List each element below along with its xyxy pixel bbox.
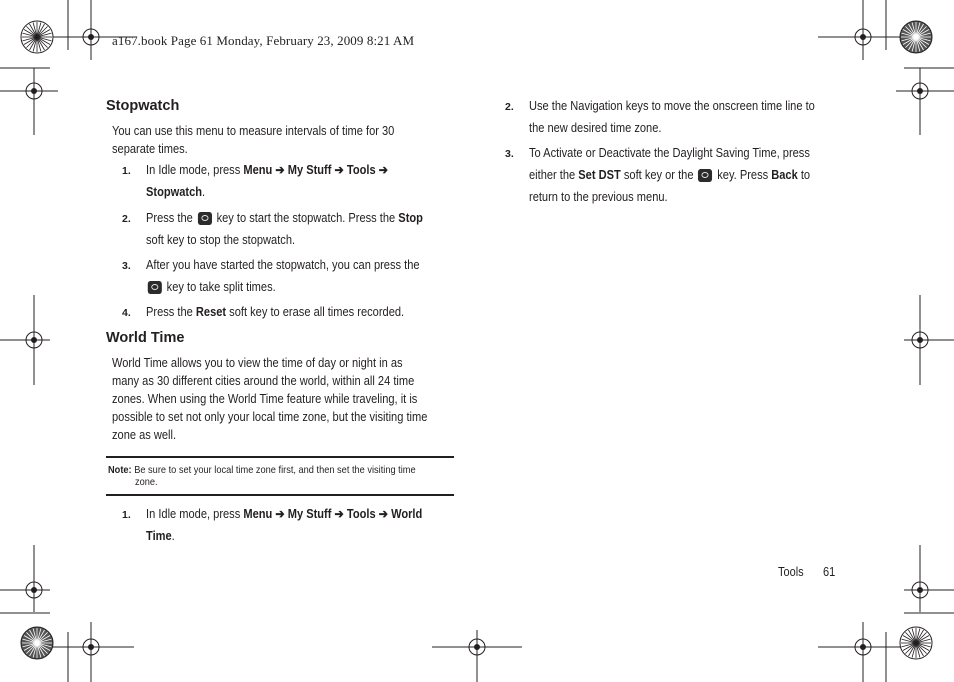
footer-page-number: 61 xyxy=(823,565,836,579)
stopwatch-step-4: Press the Reset soft key to erase all times recorded. xyxy=(146,305,405,319)
world-time-step-2: Use the Navigation keys to move the onscreen time line to the new desired time zone. xyxy=(529,99,815,135)
section-heading-stopwatch: Stopwatch xyxy=(106,98,180,114)
ok-key-icon xyxy=(148,281,162,294)
print-header: a167.book Page 61 Monday, February 23, 2009 8:21 AM xyxy=(112,33,415,48)
step-number: 4. xyxy=(122,307,131,319)
stopwatch-intro: You can use this menu to measure intervals of time for 30 separate times. xyxy=(112,124,395,156)
ok-key-icon xyxy=(698,169,712,182)
world-time-intro: World Time allows you to view the time of day or night in as many as 30 different cities around the world, within all 24 time zones. When using the World Time feature while traveling, it is possible to set not only your local time zone, but the visiting time zone as well. xyxy=(112,356,428,442)
note-box: Note: Be sure to set your local time zone first, and then set the visiting time zone. xyxy=(108,464,416,488)
step-number: 1. xyxy=(122,509,131,521)
section-heading-world-time: World Time xyxy=(106,330,185,346)
note-top-rule xyxy=(106,456,454,458)
step-number: 3. xyxy=(122,260,131,272)
stopwatch-step-1: In Idle mode, press Menu ➔ My Stuff ➔ Tools ➔ Stopwatch. xyxy=(146,163,389,199)
ok-key-icon xyxy=(198,212,212,225)
step-number: 1. xyxy=(122,165,131,177)
step-number: 3. xyxy=(505,148,514,160)
stopwatch-step-2: Press the key to start the stopwatch. Press the Stop soft key to stop the stopwatch. xyxy=(146,211,423,247)
step-number: 2. xyxy=(505,101,514,113)
world-time-step-3: To Activate or Deactivate the Daylight Saving Time, press either the Set DST soft key or the key. Press Back to return to the previous menu. xyxy=(529,146,811,204)
stopwatch-step-3: After you have started the stopwatch, you can press the key to take split times. xyxy=(146,258,420,294)
note-bottom-rule xyxy=(106,494,454,496)
world-time-step-1: In Idle mode, press Menu ➔ My Stuff ➔ Tools ➔ World Time. xyxy=(146,507,423,543)
footer-section-name: Tools xyxy=(778,565,804,579)
step-number: 2. xyxy=(122,213,131,225)
